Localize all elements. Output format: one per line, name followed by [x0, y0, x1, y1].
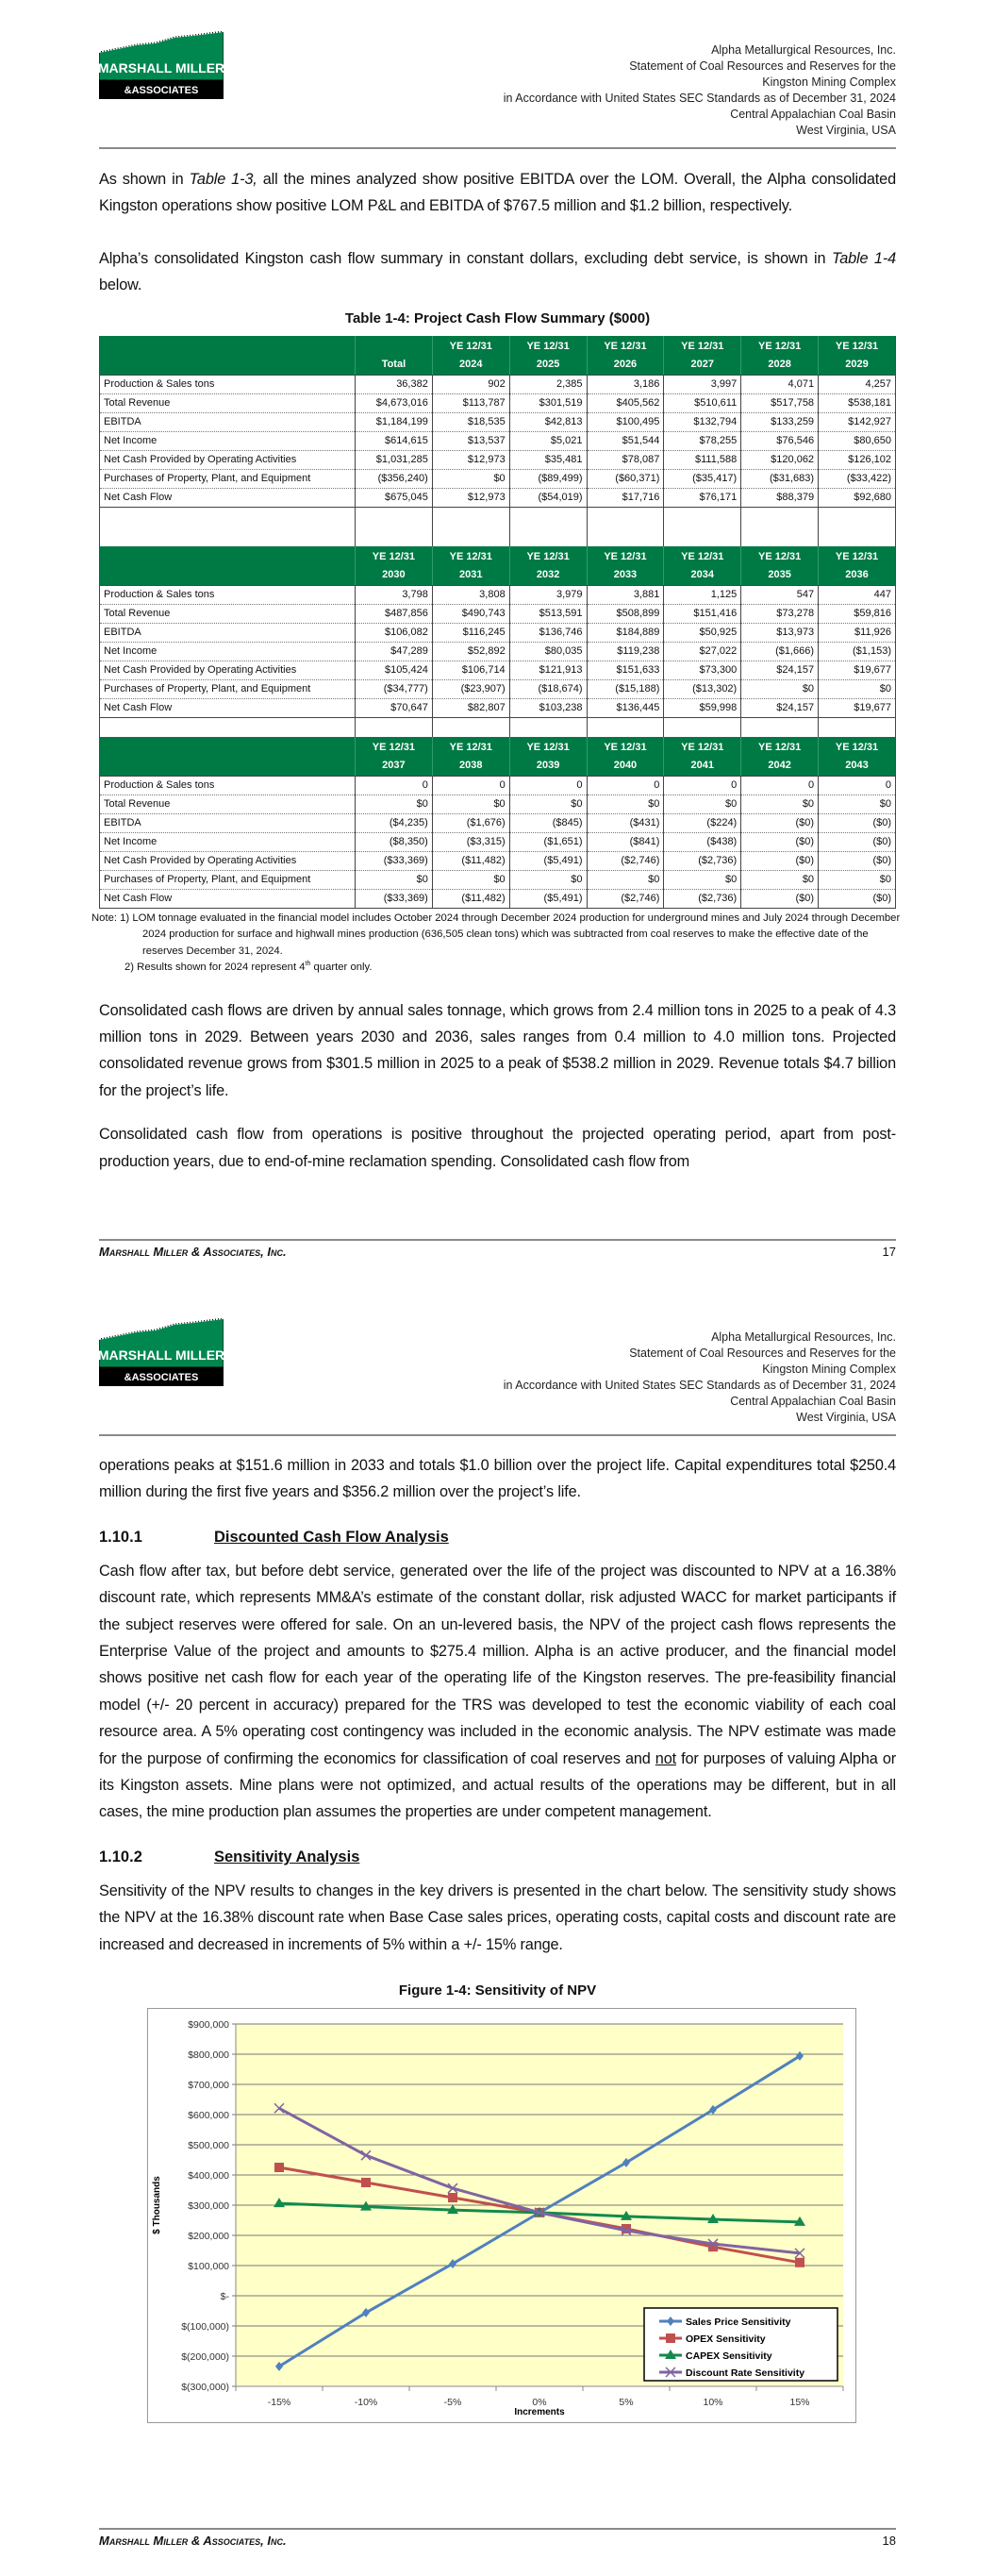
column-header: YE 12/31 2039 — [509, 737, 587, 777]
table-cell: $121,913 — [509, 661, 587, 679]
table-cell: $126,102 — [819, 450, 896, 469]
table-cell: ($2,746) — [587, 851, 664, 870]
column-header: YE 12/31 2043 — [819, 737, 896, 777]
table-cell: $0 — [741, 679, 819, 698]
page-header-text — [504, 1330, 896, 1426]
legend-entry: Sales Price Sensitivity — [686, 2317, 791, 2329]
table-row — [100, 393, 896, 412]
table-row — [100, 661, 896, 679]
company-logo — [99, 1318, 224, 1386]
table-cell: $0 — [432, 469, 509, 488]
header-line: in Accordance with United States SEC Standards as of December 31, 2024 — [503, 1379, 896, 1392]
data-point-opex-sensitivity — [361, 2178, 371, 2187]
table-cell: 2,385 — [509, 375, 587, 393]
table-cell: $1,184,199 — [356, 412, 433, 431]
table-cell: 3,997 — [664, 375, 741, 393]
table-cell: ($31,683) — [741, 469, 819, 488]
column-header: YE 12/31 2035 — [741, 546, 819, 586]
column-header: YE 12/31 2024 — [432, 336, 509, 376]
y-tick-label: $700,000 — [188, 2080, 229, 2092]
legend-entry: OPEX Sensitivity — [686, 2333, 766, 2346]
table-cell: $13,537 — [432, 431, 509, 450]
table-row — [100, 375, 896, 393]
table-cell: ($0) — [741, 889, 819, 908]
table-cell: $27,022 — [664, 642, 741, 661]
table-cell: ($35,417) — [664, 469, 741, 488]
table-cell: $517,758 — [741, 393, 819, 412]
row-label: Net Income — [100, 832, 356, 851]
table-cell: ($33,369) — [356, 851, 433, 870]
table-cell: ($0) — [741, 851, 819, 870]
table-header-row — [100, 546, 896, 586]
x-tick-label: -15% — [267, 2397, 291, 2409]
row-label: Total Revenue — [100, 604, 356, 623]
table-cell: 547 — [741, 585, 819, 604]
paragraph: Consolidated cash flow from operations is positive throughout the projected operating period, apart from post-production years, due to end-of-mine reclamation spending. Consolidated cash flow from — [99, 1126, 896, 1170]
table-cell: $120,062 — [741, 450, 819, 469]
table-cell: ($2,746) — [587, 889, 664, 908]
paragraph: Alpha’s consolidated Kingston cash flow summary in constant dollars, excluding debt service, is shown in Table 1-4 below. — [99, 249, 897, 294]
page-number: 17 — [882, 1245, 896, 1259]
row-label: Net Cash Flow — [100, 889, 356, 908]
column-header: YE 12/31 2034 — [664, 546, 741, 586]
table-cell: $538,181 — [819, 393, 896, 412]
table-cell: $0 — [432, 795, 509, 813]
header-divider — [99, 1434, 896, 1436]
table-row — [100, 469, 896, 488]
header-line: West Virginia, USA — [796, 1411, 896, 1424]
table-cell: $0 — [356, 795, 433, 813]
table-cell: $51,544 — [587, 431, 664, 450]
table-cell: $73,278 — [741, 604, 819, 623]
header-divider — [99, 147, 896, 149]
table-cell: $490,743 — [432, 604, 509, 623]
spacer-row — [100, 507, 896, 546]
table-cell: $510,611 — [664, 393, 741, 412]
table-cell: ($60,371) — [587, 469, 664, 488]
svg-text:&ASSOCIATES: &ASSOCIATES — [124, 85, 199, 96]
table-row — [100, 604, 896, 623]
table-cell: 4,257 — [819, 375, 896, 393]
table-cell: $136,445 — [587, 698, 664, 717]
table-cell: ($11,482) — [432, 889, 509, 908]
header-line: Central Appalachian Coal Basin — [730, 108, 896, 121]
header-line: Statement of Coal Resources and Reserves for the — [629, 59, 896, 73]
column-header: YE 12/31 2042 — [741, 737, 819, 777]
row-label: Net Cash Flow — [100, 488, 356, 507]
table-cell: $151,416 — [664, 604, 741, 623]
table-row — [100, 698, 896, 717]
table-cell: $12,973 — [432, 450, 509, 469]
table-row — [100, 776, 896, 795]
table-cell: $24,157 — [741, 698, 819, 717]
x-tick-label: -5% — [443, 2397, 462, 2409]
table-cell: ($2,736) — [664, 851, 741, 870]
table-cell: 0 — [741, 776, 819, 795]
y-tick-label: $900,000 — [188, 2019, 229, 2032]
spacer-row — [100, 717, 896, 737]
table-cell: $18,535 — [432, 412, 509, 431]
paragraph: operations peaks at $151.6 million in 2033 and totals $1.0 billion over the project life. Capital expenditures total $250.4 million during the first five years and $356.2 million over the project’s life. — [99, 1457, 896, 1501]
table-cell: $184,889 — [587, 623, 664, 642]
legend-entry: Discount Rate Sensitivity — [686, 2367, 805, 2380]
table-cell: $151,633 — [587, 661, 664, 679]
table-cell: $19,677 — [819, 661, 896, 679]
table-cell: ($356,240) — [356, 469, 433, 488]
table-cell: ($5,491) — [509, 889, 587, 908]
table-cell: $0 — [819, 679, 896, 698]
row-label: EBITDA — [100, 623, 356, 642]
y-tick-label: $300,000 — [188, 2200, 229, 2213]
table-cell: $59,816 — [819, 604, 896, 623]
row-label: Net Cash Provided by Operating Activities — [100, 851, 356, 870]
table-cell: 3,979 — [509, 585, 587, 604]
table-cell: $19,677 — [819, 698, 896, 717]
table-cell: 0 — [664, 776, 741, 795]
report-page-18 — [0, 1287, 995, 2576]
table-cell: $111,588 — [664, 450, 741, 469]
table-cell: $52,892 — [432, 642, 509, 661]
table-cell: $1,031,285 — [356, 450, 433, 469]
row-label: Net Cash Flow — [100, 698, 356, 717]
column-header: YE 12/31 2030 — [356, 546, 433, 586]
table-cell: $487,856 — [356, 604, 433, 623]
table-cell: ($1,651) — [509, 832, 587, 851]
table-cell: $136,746 — [509, 623, 587, 642]
x-tick-label: 5% — [619, 2397, 634, 2409]
page-header — [99, 31, 896, 147]
table-cell: $47,289 — [356, 642, 433, 661]
table-header-row — [100, 737, 896, 777]
table-cell: $675,045 — [356, 488, 433, 507]
table-cell: ($431) — [587, 813, 664, 832]
y-tick-label: $400,000 — [188, 2170, 229, 2183]
header-line: Statement of Coal Resources and Reserves for the — [629, 1347, 896, 1360]
y-tick-label: $100,000 — [188, 2261, 229, 2273]
table-cell: $132,794 — [664, 412, 741, 431]
table-cell: ($15,188) — [587, 679, 664, 698]
table-cell: ($33,422) — [819, 469, 896, 488]
table-cell: ($33,369) — [356, 889, 433, 908]
table-cell: $4,673,016 — [356, 393, 433, 412]
table-cell: $0 — [664, 870, 741, 889]
table-cell: $0 — [664, 795, 741, 813]
table-cell: ($13,302) — [664, 679, 741, 698]
paragraph: As shown in Table 1-3, all the mines analyzed show positive EBITDA over the LOM. Overall, the Alpha consolidated Kingston operations show positive LOM P&L and EBITDA of $767.5 million and $1.2 billion, respectively. — [99, 171, 896, 215]
row-label: Purchases of Property, Plant, and Equipment — [100, 870, 356, 889]
row-label: Net Cash Provided by Operating Activities — [100, 450, 356, 469]
table-row — [100, 851, 896, 870]
section-heading: 1.10.2 Sensitivity Analysis — [99, 1848, 360, 1865]
paragraph: Consolidated cash flows are driven by annual sales tonnage, which grows from 2.4 million tons in 2025 to a peak of 4.3 million tons in 2029. Between years 2030 and 2036, sales ranges from 0.4 million to 4.0 million tons. Projected consolidated revenue grows from $301.5 million in 2025 to a peak of $538.2 million in 2029. Revenue totals $4.7 billion for the project’s life. — [99, 1001, 896, 1099]
table-cell: $78,087 — [587, 450, 664, 469]
table-cell: $70,647 — [356, 698, 433, 717]
row-label: Net Income — [100, 431, 356, 450]
table-cell: 0 — [819, 776, 896, 795]
page-footer — [99, 1220, 896, 1259]
x-tick-label: 15% — [789, 2397, 810, 2409]
row-label: Net Income — [100, 642, 356, 661]
table-cell: ($438) — [664, 832, 741, 851]
cash-flow-table — [99, 336, 896, 909]
footer-company: Marshall Miller & Associates, Inc. — [99, 2534, 287, 2548]
table-row — [100, 832, 896, 851]
y-tick-label: $(300,000) — [181, 2382, 229, 2394]
column-header: YE 12/31 2032 — [509, 546, 587, 586]
npv-sensitivity-chart — [147, 2008, 856, 2423]
table-cell: ($8,350) — [356, 832, 433, 851]
table-cell: $11,926 — [819, 623, 896, 642]
column-header: YE 12/31 2028 — [741, 336, 819, 376]
svg-text:&ASSOCIATES: &ASSOCIATES — [124, 1372, 199, 1383]
table-cell: ($841) — [587, 832, 664, 851]
y-tick-label: $200,000 — [188, 2231, 229, 2243]
table-cell: $88,379 — [741, 488, 819, 507]
row-label: Production & Sales tons — [100, 776, 356, 795]
table-cell: 3,881 — [587, 585, 664, 604]
table-cell: $0 — [819, 870, 896, 889]
table-cell: $35,481 — [509, 450, 587, 469]
header-line: Alpha Metallurgical Resources, Inc. — [711, 1330, 896, 1344]
table-cell: ($2,736) — [664, 889, 741, 908]
y-tick-label: $(100,000) — [181, 2321, 229, 2333]
table-cell: 447 — [819, 585, 896, 604]
table-cell: $0 — [741, 795, 819, 813]
table-cell: 3,808 — [432, 585, 509, 604]
column-header: YE 12/31 2033 — [587, 546, 664, 586]
table-cell: ($1,676) — [432, 813, 509, 832]
table-cell: $12,973 — [432, 488, 509, 507]
table-cell: ($0) — [819, 813, 896, 832]
table-row — [100, 585, 896, 604]
table-cell: $614,615 — [356, 431, 433, 450]
column-header: YE 12/31 2038 — [432, 737, 509, 777]
table-cell: $508,899 — [587, 604, 664, 623]
table-row — [100, 813, 896, 832]
header-line: in Accordance with United States SEC Standards as of December 31, 2024 — [503, 92, 896, 105]
column-header: YE 12/31 2036 — [819, 546, 896, 586]
table-cell: $106,714 — [432, 661, 509, 679]
column-header: YE 12/31 2025 — [509, 336, 587, 376]
table-cell: $106,082 — [356, 623, 433, 642]
x-axis-label: Increments — [514, 2407, 565, 2418]
table-cell: ($0) — [819, 832, 896, 851]
table-cell: ($18,674) — [509, 679, 587, 698]
row-label: Total Revenue — [100, 795, 356, 813]
table-cell: ($0) — [741, 832, 819, 851]
column-header: YE 12/31 2031 — [432, 546, 509, 586]
header-line: Central Appalachian Coal Basin — [730, 1395, 896, 1408]
table-cell: 4,071 — [741, 375, 819, 393]
table-cell: ($54,019) — [509, 488, 587, 507]
table-row — [100, 431, 896, 450]
column-header: YE 12/31 2037 — [356, 737, 433, 777]
y-tick-label: $500,000 — [188, 2140, 229, 2152]
row-label: Total Revenue — [100, 393, 356, 412]
section-heading: 1.10.1 Discounted Cash Flow Analysis — [99, 1528, 449, 1546]
column-header: YE 12/31 2029 — [819, 336, 896, 376]
x-tick-label: 10% — [703, 2397, 723, 2409]
column-header: YE 12/31 2040 — [587, 737, 664, 777]
table-cell: ($1,153) — [819, 642, 896, 661]
page-footer — [99, 2509, 896, 2548]
table-cell: $0 — [587, 870, 664, 889]
table-cell: $0 — [741, 870, 819, 889]
column-header: YE 12/31 2041 — [664, 737, 741, 777]
table-title: Table 1-4: Project Cash Flow Summary ($000) — [344, 309, 651, 326]
figure-title: Figure 1-4: Sensitivity of NPV — [398, 1982, 597, 1999]
y-tick-label: $(200,000) — [181, 2351, 229, 2364]
table-cell: $17,716 — [587, 488, 664, 507]
table-cell: $13,973 — [741, 623, 819, 642]
header-line: Kingston Mining Complex — [762, 1363, 896, 1376]
row-label: EBITDA — [100, 813, 356, 832]
table-cell: ($23,907) — [432, 679, 509, 698]
table-row — [100, 679, 896, 698]
legend-entry: CAPEX Sensitivity — [686, 2350, 772, 2363]
table-cell: $103,238 — [509, 698, 587, 717]
table-row — [100, 450, 896, 469]
table-cell: ($0) — [819, 851, 896, 870]
table-cell: 902 — [432, 375, 509, 393]
footer-company: Marshall Miller & Associates, Inc. — [99, 1245, 287, 1259]
table-cell: $113,787 — [432, 393, 509, 412]
row-label: Purchases of Property, Plant, and Equipment — [100, 469, 356, 488]
header-line: West Virginia, USA — [796, 124, 896, 137]
table-cell: $0 — [587, 795, 664, 813]
table-cell: $105,424 — [356, 661, 433, 679]
data-point-opex-sensitivity — [274, 2163, 284, 2172]
x-tick-label: -10% — [354, 2397, 378, 2409]
table-cell: ($5,491) — [509, 851, 587, 870]
table-row — [100, 870, 896, 889]
table-cell: $80,650 — [819, 431, 896, 450]
page-header — [99, 1318, 896, 1434]
table-cell: $80,035 — [509, 642, 587, 661]
table-cell: $24,157 — [741, 661, 819, 679]
column-header: Total — [356, 336, 433, 376]
page-header-text — [504, 42, 896, 139]
table-cell: $78,255 — [664, 431, 741, 450]
table-cell: ($89,499) — [509, 469, 587, 488]
table-cell: $59,998 — [664, 698, 741, 717]
table-cell: 1,125 — [664, 585, 741, 604]
y-tick-label: $600,000 — [188, 2110, 229, 2122]
table-cell: $513,591 — [509, 604, 587, 623]
y-axis-label: $ Thousands — [152, 2176, 162, 2234]
header-line: Kingston Mining Complex — [762, 75, 896, 89]
footer-divider — [99, 1239, 896, 1241]
company-logo — [99, 31, 224, 99]
table-cell: $0 — [819, 795, 896, 813]
table-cell: $0 — [509, 795, 587, 813]
table-cell: $76,546 — [741, 431, 819, 450]
table-cell: 3,186 — [587, 375, 664, 393]
report-page-17 — [0, 0, 995, 1287]
y-tick-label: $800,000 — [188, 2049, 229, 2062]
table-cell: $5,021 — [509, 431, 587, 450]
paragraph: Cash flow after tax, but before debt service, generated over the life of the project was discounted to NPV at a 16.38% discount rate, which represents MM&A’s estimate of the constant dollar, risk adjusted WACC for market participants if the subject reserves were offered for sale. On an un-levered basis, the NPV of the project cash flows represents the Enterprise Value of the project and amounts to $275.4 million. Alpha is an active producer, and the financial model shows positive net cash flow for each year of the operating life of the Kingston reserves. The pre-feasibility financial model (+/- 20 percent in accuracy) prepared for the TRS was developed to test the economic viability of each coal resource area. A 5% operating cost contingency was included in the economic analysis. The NPV estimate was made for the purpose of confirming the economics for classification of coal reserves and not for purposes of valuing Alpha or its Kingston assets. Mine plans were not optimized, and actual results of the operations may be different, but in all cases, the mine production plan assumes the properties are under competent management. — [99, 1562, 896, 1821]
svg-text:MARSHALL MILLER: MARSHALL MILLER — [99, 1347, 224, 1363]
table-row — [100, 642, 896, 661]
row-label: Purchases of Property, Plant, and Equipment — [100, 679, 356, 698]
y-tick-label: $- — [220, 2291, 229, 2303]
table-cell: $119,238 — [587, 642, 664, 661]
row-label: Net Cash Provided by Operating Activities — [100, 661, 356, 679]
table-cell: $0 — [509, 870, 587, 889]
table-cell: $92,680 — [819, 488, 896, 507]
table-cell: $0 — [432, 870, 509, 889]
table-row — [100, 488, 896, 507]
table-cell: $100,495 — [587, 412, 664, 431]
table-cell: ($0) — [741, 813, 819, 832]
table-cell: ($1,666) — [741, 642, 819, 661]
table-cell: $0 — [356, 870, 433, 889]
table-row — [100, 795, 896, 813]
table-cell: ($0) — [819, 889, 896, 908]
data-point-opex-sensitivity — [448, 2193, 457, 2202]
table-cell: ($34,777) — [356, 679, 433, 698]
page-number: 18 — [882, 2534, 896, 2548]
table-header-row — [100, 336, 896, 376]
table-cell: ($3,315) — [432, 832, 509, 851]
table-cell: $116,245 — [432, 623, 509, 642]
column-header: YE 12/31 2026 — [587, 336, 664, 376]
header-line: Alpha Metallurgical Resources, Inc. — [711, 43, 896, 57]
table-cell: $82,807 — [432, 698, 509, 717]
table-cell: $405,562 — [587, 393, 664, 412]
table-cell: 0 — [509, 776, 587, 795]
table-note: Note: 1) LOM tonnage evaluated in the financial model includes October 2024 through December 2024 production for underground mines and July 2024 through December 2024 production for surface and highwall mines production (636,505 clean tons) which was subtracted from coal reserves to make the effective date of the reserves December 31, 2024. 2) Results shown for 2024 represent 4th quarter only. — [91, 912, 901, 974]
table-cell: ($11,482) — [432, 851, 509, 870]
column-header: YE 12/31 2027 — [664, 336, 741, 376]
row-label: EBITDA — [100, 412, 356, 431]
row-label: Production & Sales tons — [100, 375, 356, 393]
table-cell: ($224) — [664, 813, 741, 832]
table-cell: $133,259 — [741, 412, 819, 431]
table-cell: 3,798 — [356, 585, 433, 604]
table-cell: $142,927 — [819, 412, 896, 431]
x-tick-label: 0% — [532, 2397, 547, 2409]
table-row — [100, 889, 896, 908]
data-point-opex-sensitivity — [795, 2258, 804, 2267]
legend-marker-opex-sensitivity — [666, 2333, 675, 2343]
table-cell: $42,813 — [509, 412, 587, 431]
table-cell: $301,519 — [509, 393, 587, 412]
table-row — [100, 412, 896, 431]
table-cell: $73,300 — [664, 661, 741, 679]
row-label: Production & Sales tons — [100, 585, 356, 604]
footer-divider — [99, 2528, 896, 2530]
table-cell: ($845) — [509, 813, 587, 832]
table-cell: 36,382 — [356, 375, 433, 393]
table-cell: 0 — [432, 776, 509, 795]
table-cell: 0 — [587, 776, 664, 795]
svg-text:MARSHALL MILLER: MARSHALL MILLER — [99, 60, 224, 75]
paragraph: Sensitivity of the NPV results to changes in the key drivers is presented in the chart below. The sensitivity study shows the NPV at the 16.38% discount rate when Base Case sales prices, operating costs, capital costs and discount rate are increased and decreased in increments of 5% within a +/- 15% range. — [99, 1882, 896, 1953]
table-cell: ($4,235) — [356, 813, 433, 832]
table-cell: $76,171 — [664, 488, 741, 507]
table-row — [100, 623, 896, 642]
table-cell: $50,925 — [664, 623, 741, 642]
table-cell: 0 — [356, 776, 433, 795]
chart-container — [147, 2008, 896, 2428]
